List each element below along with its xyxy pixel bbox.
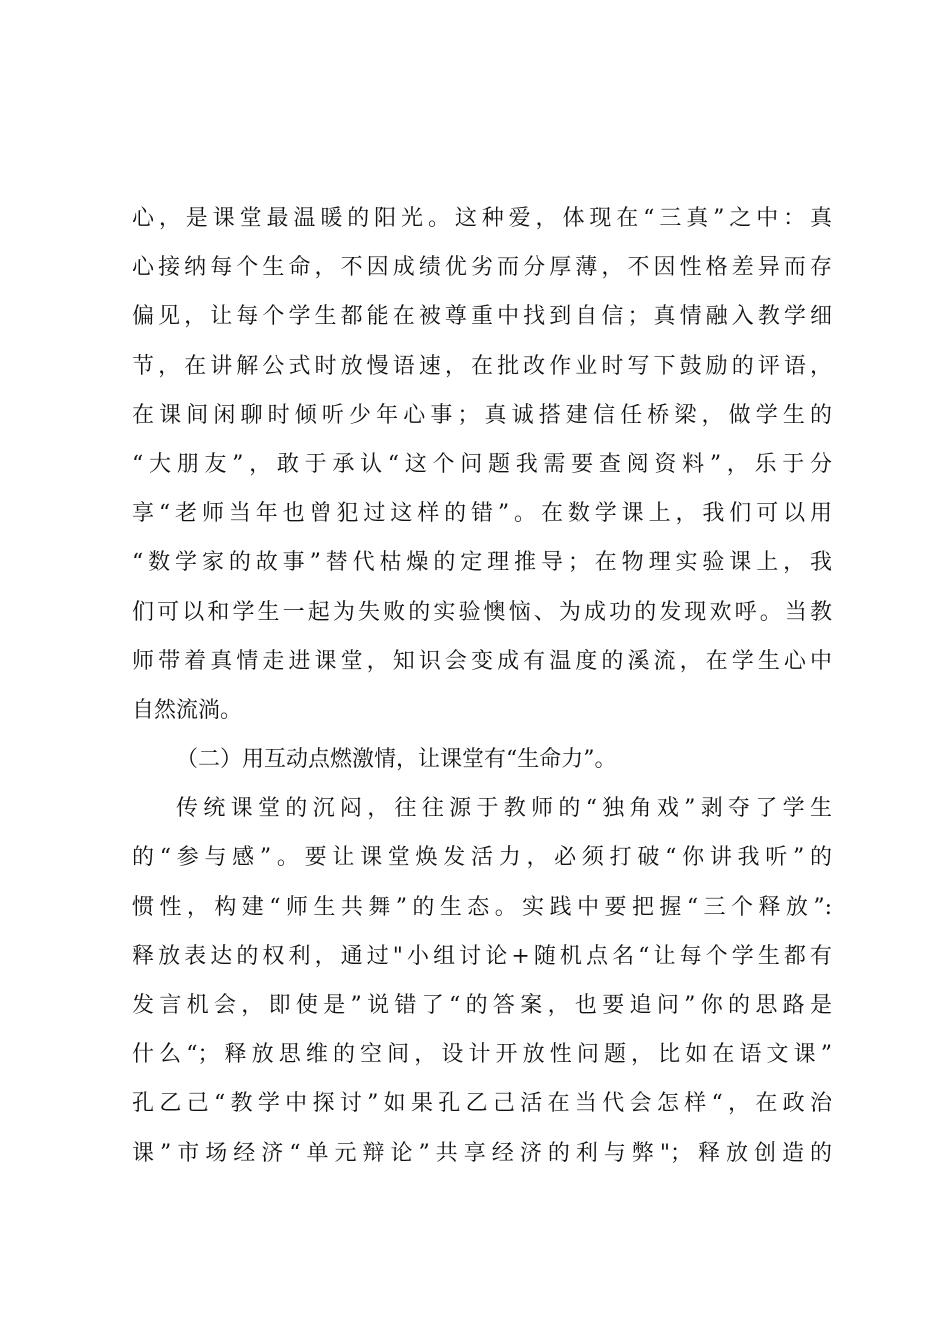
text-line: “数学家的故事”替代枯燥的定理推导；在物理实验课上，我	[132, 550, 832, 576]
text-line: 们可以和学生一起为失败的实验懊恼、为成功的发现欢呼。当教	[132, 599, 832, 625]
text-line: 享“老师当年也曾犯过这样的错”。在数学课上，我们可以用	[132, 501, 832, 527]
text-line: 释放表达的权利，通过"小组讨论+随机点名“让每个学生都有	[132, 943, 832, 969]
text-line: 在课间闲聊时倾听少年心事；真诚搭建信任桥梁，做学生的	[132, 402, 832, 428]
text-line: 传统课堂的沉闷，往往源于教师的“独角戏”剥夺了学生	[176, 796, 832, 822]
text-line: 节，在讲解公式时放慢语速，在批改作业时写下鼓励的评语，	[132, 353, 832, 379]
text-line: 孔乙己“教学中探讨”如果孔乙己活在当代会怎样“，在政治	[132, 1091, 832, 1117]
text-line: 心接纳每个生命，不因成绩优劣而分厚薄，不因性格差异而存	[132, 255, 832, 281]
text-line: 心，是课堂最温暖的阳光。这种爱，体现在“三真”之中：真	[132, 206, 832, 231]
paragraph-interaction	[132, 784, 832, 1178]
text-line: 课”市场经济“单元辩论”共享经济的利与弊"；释放创造的	[132, 1140, 832, 1166]
text-line: 的“参与感”。要让课堂焕发活力，必须打破“你讲我听”的	[132, 845, 832, 871]
text-line: 师带着真情走进课堂，知识会变成有温度的溪流，在学生心中	[132, 648, 832, 674]
text-line: 什么“；释放思维的空间，设计开放性问题，比如在语文课”	[132, 1042, 832, 1068]
text-line: 自然流淌。	[132, 697, 243, 723]
text-line: 偏见，让每个学生都能在被尊重中找到自信；真情融入教学细	[132, 304, 832, 330]
text-line: 发言机会，即使是”说错了“的答案，也要追问”你的思路是	[132, 993, 832, 1018]
paragraph-love	[132, 194, 832, 735]
section-heading: （二）用互动点燃激情，让课堂有“生命力”。	[176, 747, 617, 773]
body-text	[132, 194, 832, 1178]
text-line: 惯性，构建“师生共舞”的生态。实践中要把握“三个释放”:	[132, 894, 832, 920]
text-line: “大朋友”，敢于承认“这个问题我需要查阅资料”，乐于分	[132, 451, 832, 477]
